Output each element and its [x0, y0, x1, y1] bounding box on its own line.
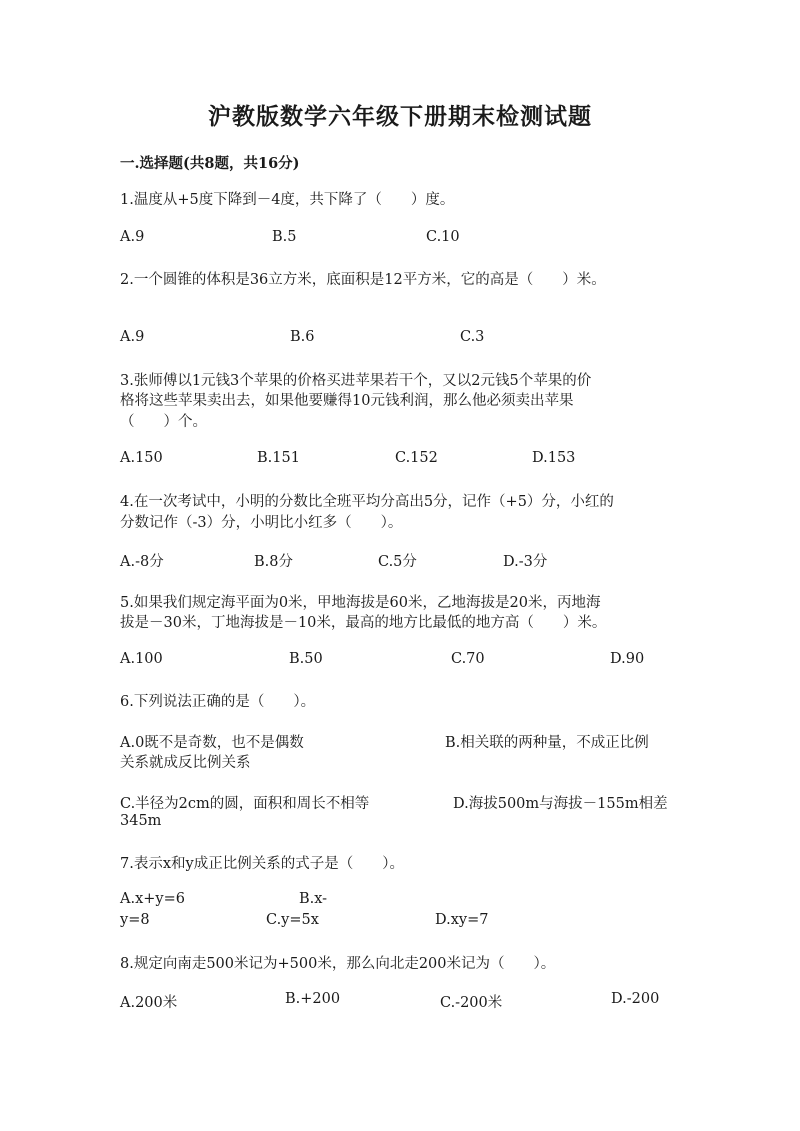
question-4-line-1: 4.在一次考试中，小明的分数比全班平均分高出5分，记作（+5）分，小红的 — [120, 494, 614, 510]
q6-option-d-line-1: D.海拔500m与海拔－155m相差 — [453, 796, 668, 812]
q4-option-a: A.-8分 — [120, 554, 164, 570]
q5-option-a: A.100 — [120, 651, 163, 667]
q8-option-b: B.+200 — [285, 991, 341, 1007]
q4-option-d: D.-3分 — [503, 554, 548, 570]
q7-option-a: A.x+y=6 — [120, 891, 185, 907]
question-3-line-1: 3.张师傅以1元钱3个苹果的价格买进苹果若干个，又以2元钱5个苹果的价 — [120, 373, 592, 389]
question-3-line-2: 格将这些苹果卖出去，如果他要赚得10元钱利润，那么他必须卖出苹果 — [120, 393, 574, 409]
question-2-text: 2.一个圆锥的体积是36立方米，底面积是12平方米，它的高是（ ）米。 — [120, 272, 606, 288]
question-1-text: 1.温度从+5度下降到－4度，共下降了（ ）度。 — [120, 192, 455, 208]
q7-option-b-line-1: B.x- — [299, 891, 328, 907]
question-8-text: 8.规定向南走500米记为+500米，那么向北走200米记为（ ）。 — [120, 956, 556, 972]
q2-option-c: C.3 — [460, 329, 485, 345]
q1-option-a: A.9 — [120, 229, 145, 245]
q8-option-d: D.-200 — [611, 991, 660, 1007]
q2-option-b: B.6 — [290, 329, 315, 345]
question-3-line-3: （ ）个。 — [120, 414, 207, 430]
q6-option-d-line-2: 345m — [120, 813, 162, 829]
question-5-line-2: 拔是－30米，丁地海拔是－10米，最高的地方比最低的地方高（ ）米。 — [120, 615, 607, 631]
q5-option-b: B.50 — [289, 651, 323, 667]
q4-option-c: C.5分 — [378, 554, 417, 570]
page-title: 沪教版数学六年级下册期末检测试题 — [208, 103, 592, 130]
q7-option-b-line-2: y=8 — [120, 912, 150, 928]
q1-option-b: B.5 — [272, 229, 297, 245]
q8-option-c: C.-200米 — [440, 995, 503, 1011]
question-7-text: 7.表示x和y成正比例关系的式子是（ ）。 — [120, 856, 404, 872]
q2-option-a: A.9 — [120, 329, 145, 345]
question-5-line-1: 5.如果我们规定海平面为0米，甲地海拔是60米，乙地海拔是20米，丙地海 — [120, 595, 601, 611]
q3-option-c: C.152 — [395, 450, 438, 466]
q7-option-d: D.xy=7 — [435, 912, 489, 928]
q1-option-c: C.10 — [426, 229, 460, 245]
q6-option-b-line-2: 关系就成反比例关系 — [120, 755, 251, 771]
q3-option-b: B.151 — [257, 450, 300, 466]
section-heading: 一.选择题(共8题，共16分) — [120, 155, 300, 172]
q4-option-b: B.8分 — [254, 554, 293, 570]
q6-option-c: C.半径为2cm的圆，面积和周长不相等 — [120, 796, 370, 812]
q8-option-a: A.200米 — [120, 995, 178, 1011]
q3-option-d: D.153 — [532, 450, 576, 466]
question-4-line-2: 分数记作（-3）分，小明比小红多（ ）。 — [120, 515, 403, 531]
q3-option-a: A.150 — [120, 450, 163, 466]
q5-option-c: C.70 — [451, 651, 485, 667]
q6-option-b-line-1: B.相关联的两种量，不成正比例 — [445, 735, 649, 751]
q5-option-d: D.90 — [610, 651, 645, 667]
question-6-text: 6.下列说法正确的是（ ）。 — [120, 694, 316, 710]
q7-option-c: C.y=5x — [266, 912, 319, 928]
q6-option-a: A.0既不是奇数，也不是偶数 — [120, 735, 304, 751]
